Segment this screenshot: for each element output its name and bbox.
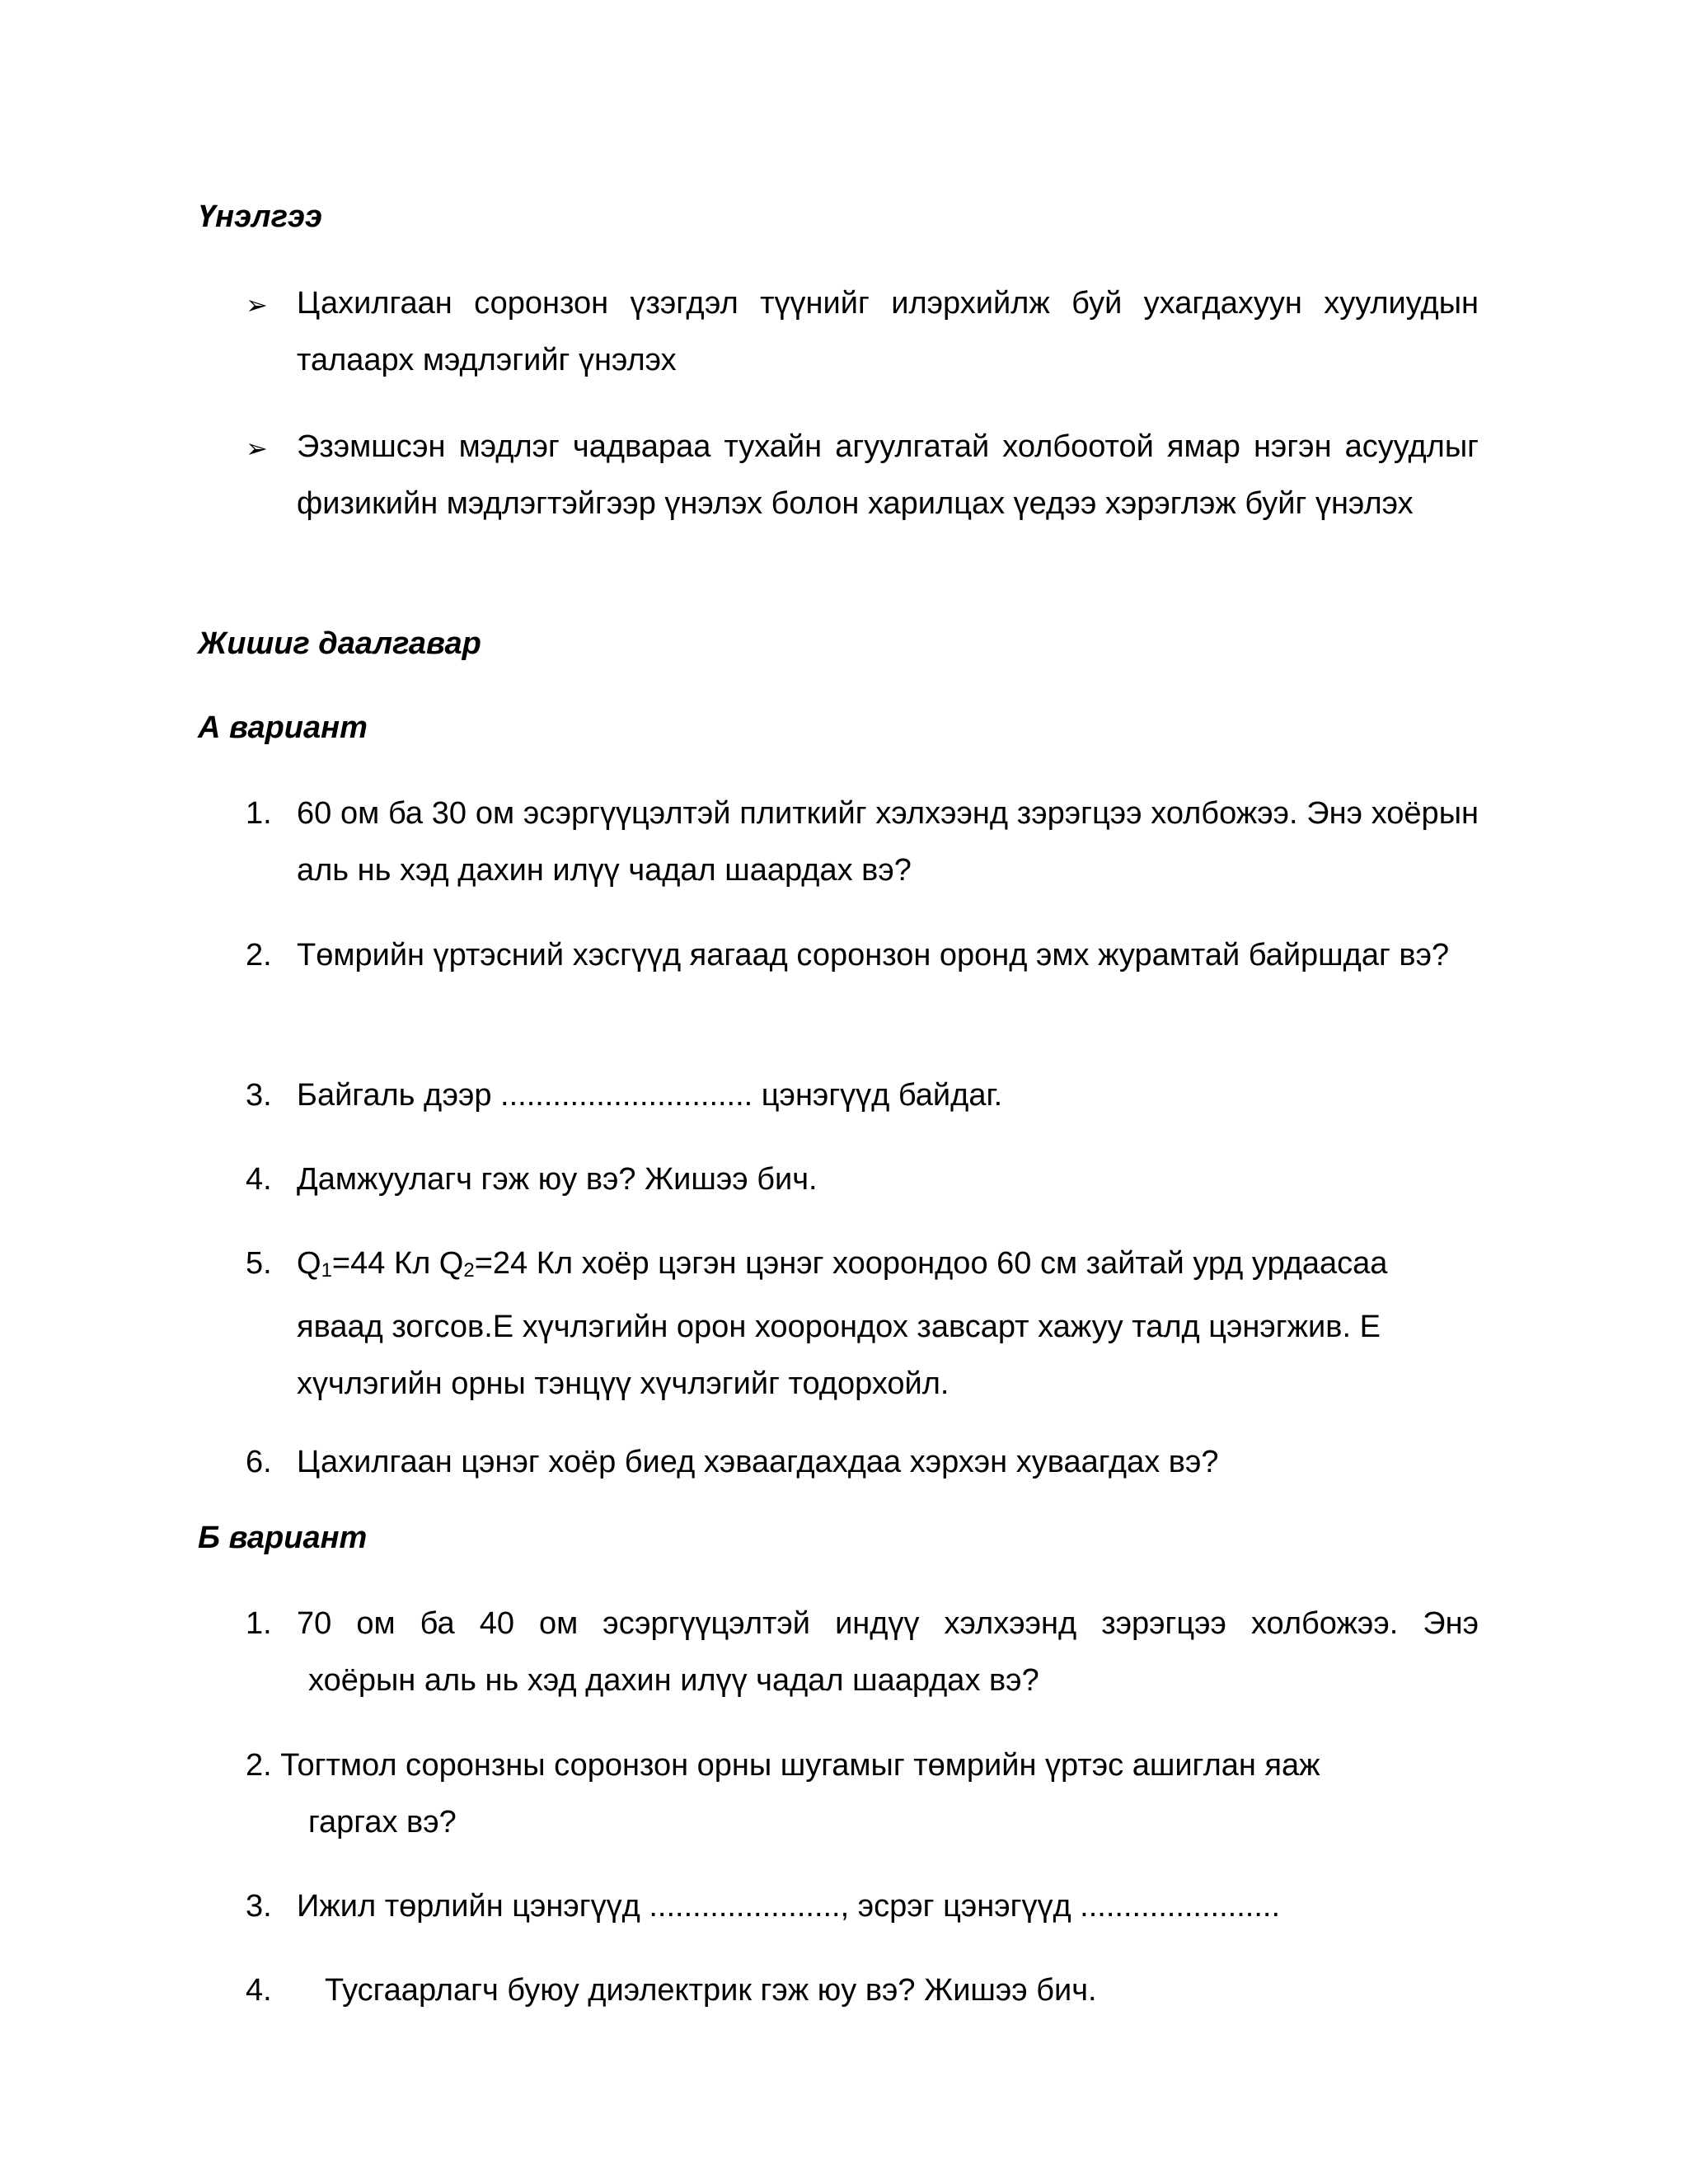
item-number: 6. xyxy=(246,1445,272,1479)
question-text: Дамжуулагч гэж юу вэ? Жишээ бич. xyxy=(297,1162,818,1197)
question-line: яваад зогсов.Е хүчлэгийн орон хоорондох завсарт хажуу талд цэнэгжив. Е xyxy=(297,1310,1381,1344)
item-number: 3. xyxy=(246,1078,272,1113)
question-text: 70 ом ба 40 ом эсэргүүцэлтэй индүү хэлхээнд зэрэгцээ холбожээ. Энэ хоёрын аль нь хэд дахин илүү чадал шаардах вэ? xyxy=(297,1606,1479,1698)
question-line: хүчлэгийн орны тэнцүү хүчлэгийг тодорхойл. xyxy=(297,1366,950,1401)
arrowhead-bullet-icon: ➢ xyxy=(246,290,268,320)
item-number: 1. xyxy=(246,796,272,831)
item-number: 1. xyxy=(246,1606,272,1641)
item-number: 3. xyxy=(246,1889,272,1924)
question-line: Q1=44 Кл Q2=24 Кл хоёр цэгэн цэнэг хоорондоо 60 см зайтай урд урдаасаа xyxy=(297,1246,1388,1282)
evaluation-bullet-text: Эзэмшсэн мэдлэг чадвараа тухайн агуулгатай холбоотой ямар нэгэн асуудлыг физикийн мэдлэгтэйгээр үнэлэх болон харилцах үедээ хэрэглэж буйг үнэлэх xyxy=(297,429,1479,521)
item-number: 4. xyxy=(246,1162,272,1197)
question-text: гаргах вэ? xyxy=(308,1805,457,1840)
item-number: 5. xyxy=(246,1246,272,1281)
variant-b-heading: Б вариант xyxy=(198,1521,368,1555)
arrowhead-bullet-icon: ➢ xyxy=(246,434,268,463)
variant-a-heading: А вариант xyxy=(198,710,368,745)
question-text: Тогтмол соронзны соронзон орны шугамыг төмрийн үртэс ашиглан яаж xyxy=(280,1748,1320,1783)
question-text: Төмрийн үртэсний хэсгүүд яагаад соронзон оронд эмх журамтай байршдаг вэ? xyxy=(297,938,1450,972)
item-number: 4. xyxy=(246,1973,272,2008)
question-text: Ижил төрлийн цэнэгүүд ......................, эсрэг цэнэгүүд ....................... xyxy=(297,1889,1281,1924)
sample-tasks-heading: Жишиг даалгавар xyxy=(198,626,481,661)
item-number: 2. xyxy=(246,938,272,972)
question-text: Байгаль дээр ............................. цэнэгүүд байдаг. xyxy=(297,1078,1003,1113)
item-number: 2. xyxy=(246,1748,272,1783)
question-text: Тусгаарлагч буюу диэлектрик гэж юу вэ? Жишээ бич. xyxy=(325,1973,1097,2008)
evaluation-bullet-text: Цахилгаан соронзон үзэгдэл түүнийг илэрхийлж буй ухагдахуун хуулиудын талаарх мэдлэгийг үнэлэх xyxy=(297,286,1479,377)
list-item xyxy=(246,1737,1479,1851)
question-text: Цахилгаан цэнэг хоёр биед хэваагдахдаа хэрхэн хуваагдах вэ? xyxy=(297,1445,1219,1479)
evaluation-heading: Үнэлгээ xyxy=(198,199,322,234)
question-text: 60 ом ба 30 ом эсэргүүцэлтэй плиткийг хэлхээнд зэрэгцээ холбожээ. Энэ хоёрын аль нь хэд дахин илүү чадал шаардах вэ? xyxy=(297,796,1479,888)
question-text xyxy=(297,1235,1479,1413)
